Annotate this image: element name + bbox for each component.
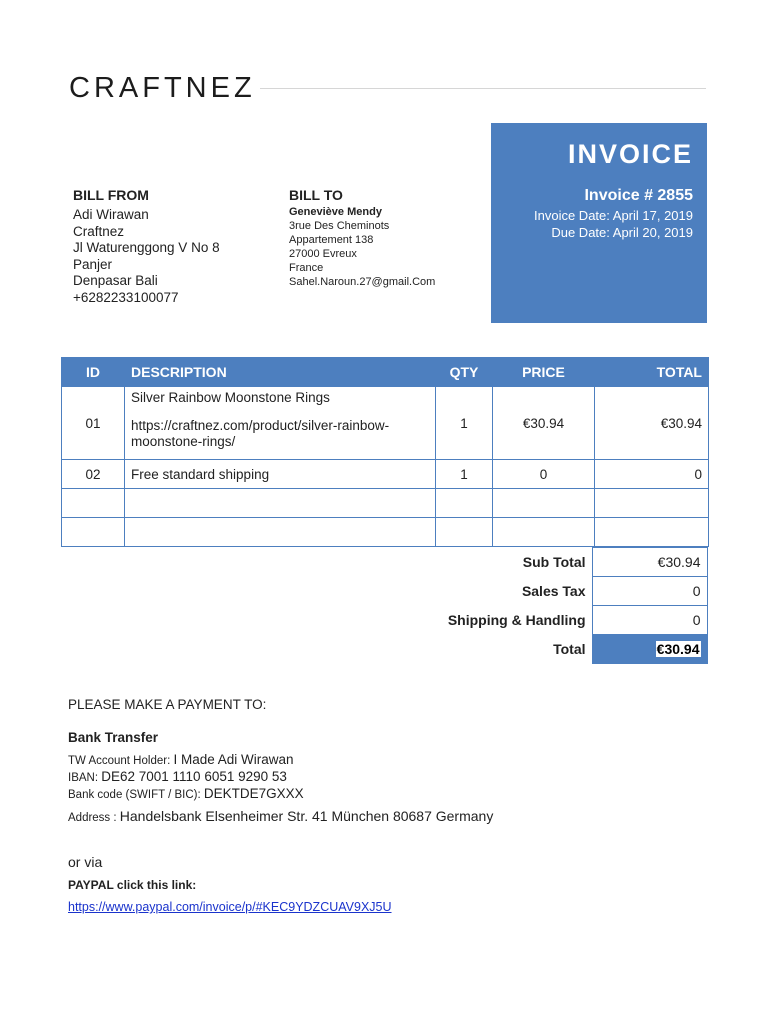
cell-empty [62, 489, 125, 518]
cell-id: 02 [62, 460, 125, 489]
bill-from-line: Adi Wirawan [73, 207, 149, 222]
bank-address [68, 808, 493, 824]
paypal-link[interactable]: https://www.paypal.com/invoice/p/#KEC9YDZCUAV9XJ5U [68, 900, 392, 914]
cell-description [125, 387, 436, 460]
cell-price: 0 [493, 460, 595, 489]
table-header-row [62, 358, 709, 387]
account-holder [68, 752, 294, 767]
bill-to-email: Sahel.Naroun.27@gmail.Com [289, 276, 436, 288]
invoice-number: Invoice # 2855 [584, 187, 693, 204]
bill-from-line: Denpasar Bali [73, 273, 158, 288]
invoice-due-date: Due Date: April 20, 2019 [551, 225, 693, 240]
totals-table [400, 547, 708, 664]
bill-from-line: +6282233100077 [73, 289, 179, 305]
account-holder-label: TW Account Holder: [68, 755, 174, 767]
grand-total-cell [592, 635, 707, 664]
cell-empty [436, 489, 493, 518]
invoice-title: INVOICE [567, 139, 693, 169]
subtotal-row [400, 548, 707, 577]
cell-empty [595, 489, 709, 518]
payment-heading: PLEASE MAKE A PAYMENT TO: [68, 697, 267, 712]
bill-to-block [289, 187, 435, 289]
shipping-row [400, 606, 707, 635]
cell-empty [493, 518, 595, 547]
iban-value: DE62 7001 1110 6051 9290 53 [101, 769, 287, 784]
subtotal-value: €30.94 [592, 548, 707, 577]
shipping-label: Shipping & Handling [447, 612, 586, 628]
bill-from-heading: BILL FROM [73, 187, 149, 203]
header-price: PRICE [493, 358, 595, 387]
bill-to-line: France [289, 262, 324, 274]
cell-qty: 1 [436, 387, 493, 460]
or-via-text: or via [68, 854, 103, 870]
iban-label: IBAN: [68, 772, 102, 784]
cell-empty [125, 518, 436, 547]
cell-empty [595, 518, 709, 547]
header-description: DESCRIPTION [125, 358, 436, 387]
paypal-heading: PAYPAL click this link: [68, 878, 197, 892]
grand-total-row [400, 635, 707, 664]
cell-description: Free standard shipping [125, 460, 436, 489]
bill-from-line: Craftnez [73, 223, 125, 239]
header-qty: QTY [436, 358, 493, 387]
bill-to-line: 3rue Des Cheminots [289, 220, 390, 232]
company-logo: CRAFTNEZ [69, 72, 256, 104]
table-row [62, 387, 709, 460]
bank-code-label: Bank code (SWIFT / BIC): [68, 789, 204, 801]
bill-to-name: Geneviève Mendy [289, 206, 382, 218]
header-total: TOTAL [595, 358, 709, 387]
tax-value: 0 [592, 577, 707, 606]
bill-to-line: 27000 Evreux [289, 248, 357, 260]
bank-address-label: Address : [68, 812, 120, 824]
bank-transfer-heading: Bank Transfer [68, 730, 159, 745]
cell-price: €30.94 [493, 387, 595, 460]
account-holder-value: I Made Adi Wirawan [173, 752, 294, 767]
invoice-summary-box [491, 123, 707, 323]
line-items-table [61, 357, 709, 547]
header-divider [260, 88, 706, 89]
grand-total-value: €30.94 [656, 641, 700, 657]
grand-total-label: Total [553, 641, 586, 657]
bill-from-block [73, 187, 220, 306]
cell-qty: 1 [436, 460, 493, 489]
bill-to-heading: BILL TO [289, 187, 343, 203]
bill-from-line: Panjer [73, 256, 113, 272]
cell-total: €30.94 [595, 387, 709, 460]
cell-id: 01 [62, 387, 125, 460]
table-row-empty [62, 518, 709, 547]
cell-empty [436, 518, 493, 547]
cell-empty [62, 518, 125, 547]
subtotal-label: Sub Total [522, 554, 586, 570]
tax-label: Sales Tax [521, 583, 586, 599]
bill-to-line: Appartement 138 [289, 234, 374, 246]
invoice-date: Invoice Date: April 17, 2019 [534, 208, 693, 223]
tax-row [400, 577, 707, 606]
iban [68, 769, 287, 784]
bank-address-value: Handelsbank Elsenheimer Str. 41 München 80687 Germany [119, 808, 494, 824]
cell-total: 0 [595, 460, 709, 489]
header-id: ID [62, 358, 125, 387]
item-url[interactable]: https://craftnez.com/product/silver-rainbow-moonstone-rings/ [131, 418, 390, 449]
cell-empty [125, 489, 436, 518]
bill-from-line: Jl Waturenggong V No 8 [73, 240, 220, 255]
item-name: Silver Rainbow Moonstone Rings [131, 390, 330, 405]
table-row [62, 460, 709, 489]
bank-code-value: DEKTDE7GXXX [203, 786, 304, 801]
table-row-empty [62, 489, 709, 518]
shipping-value: 0 [592, 606, 707, 635]
bank-code [68, 786, 304, 801]
cell-empty [493, 489, 595, 518]
